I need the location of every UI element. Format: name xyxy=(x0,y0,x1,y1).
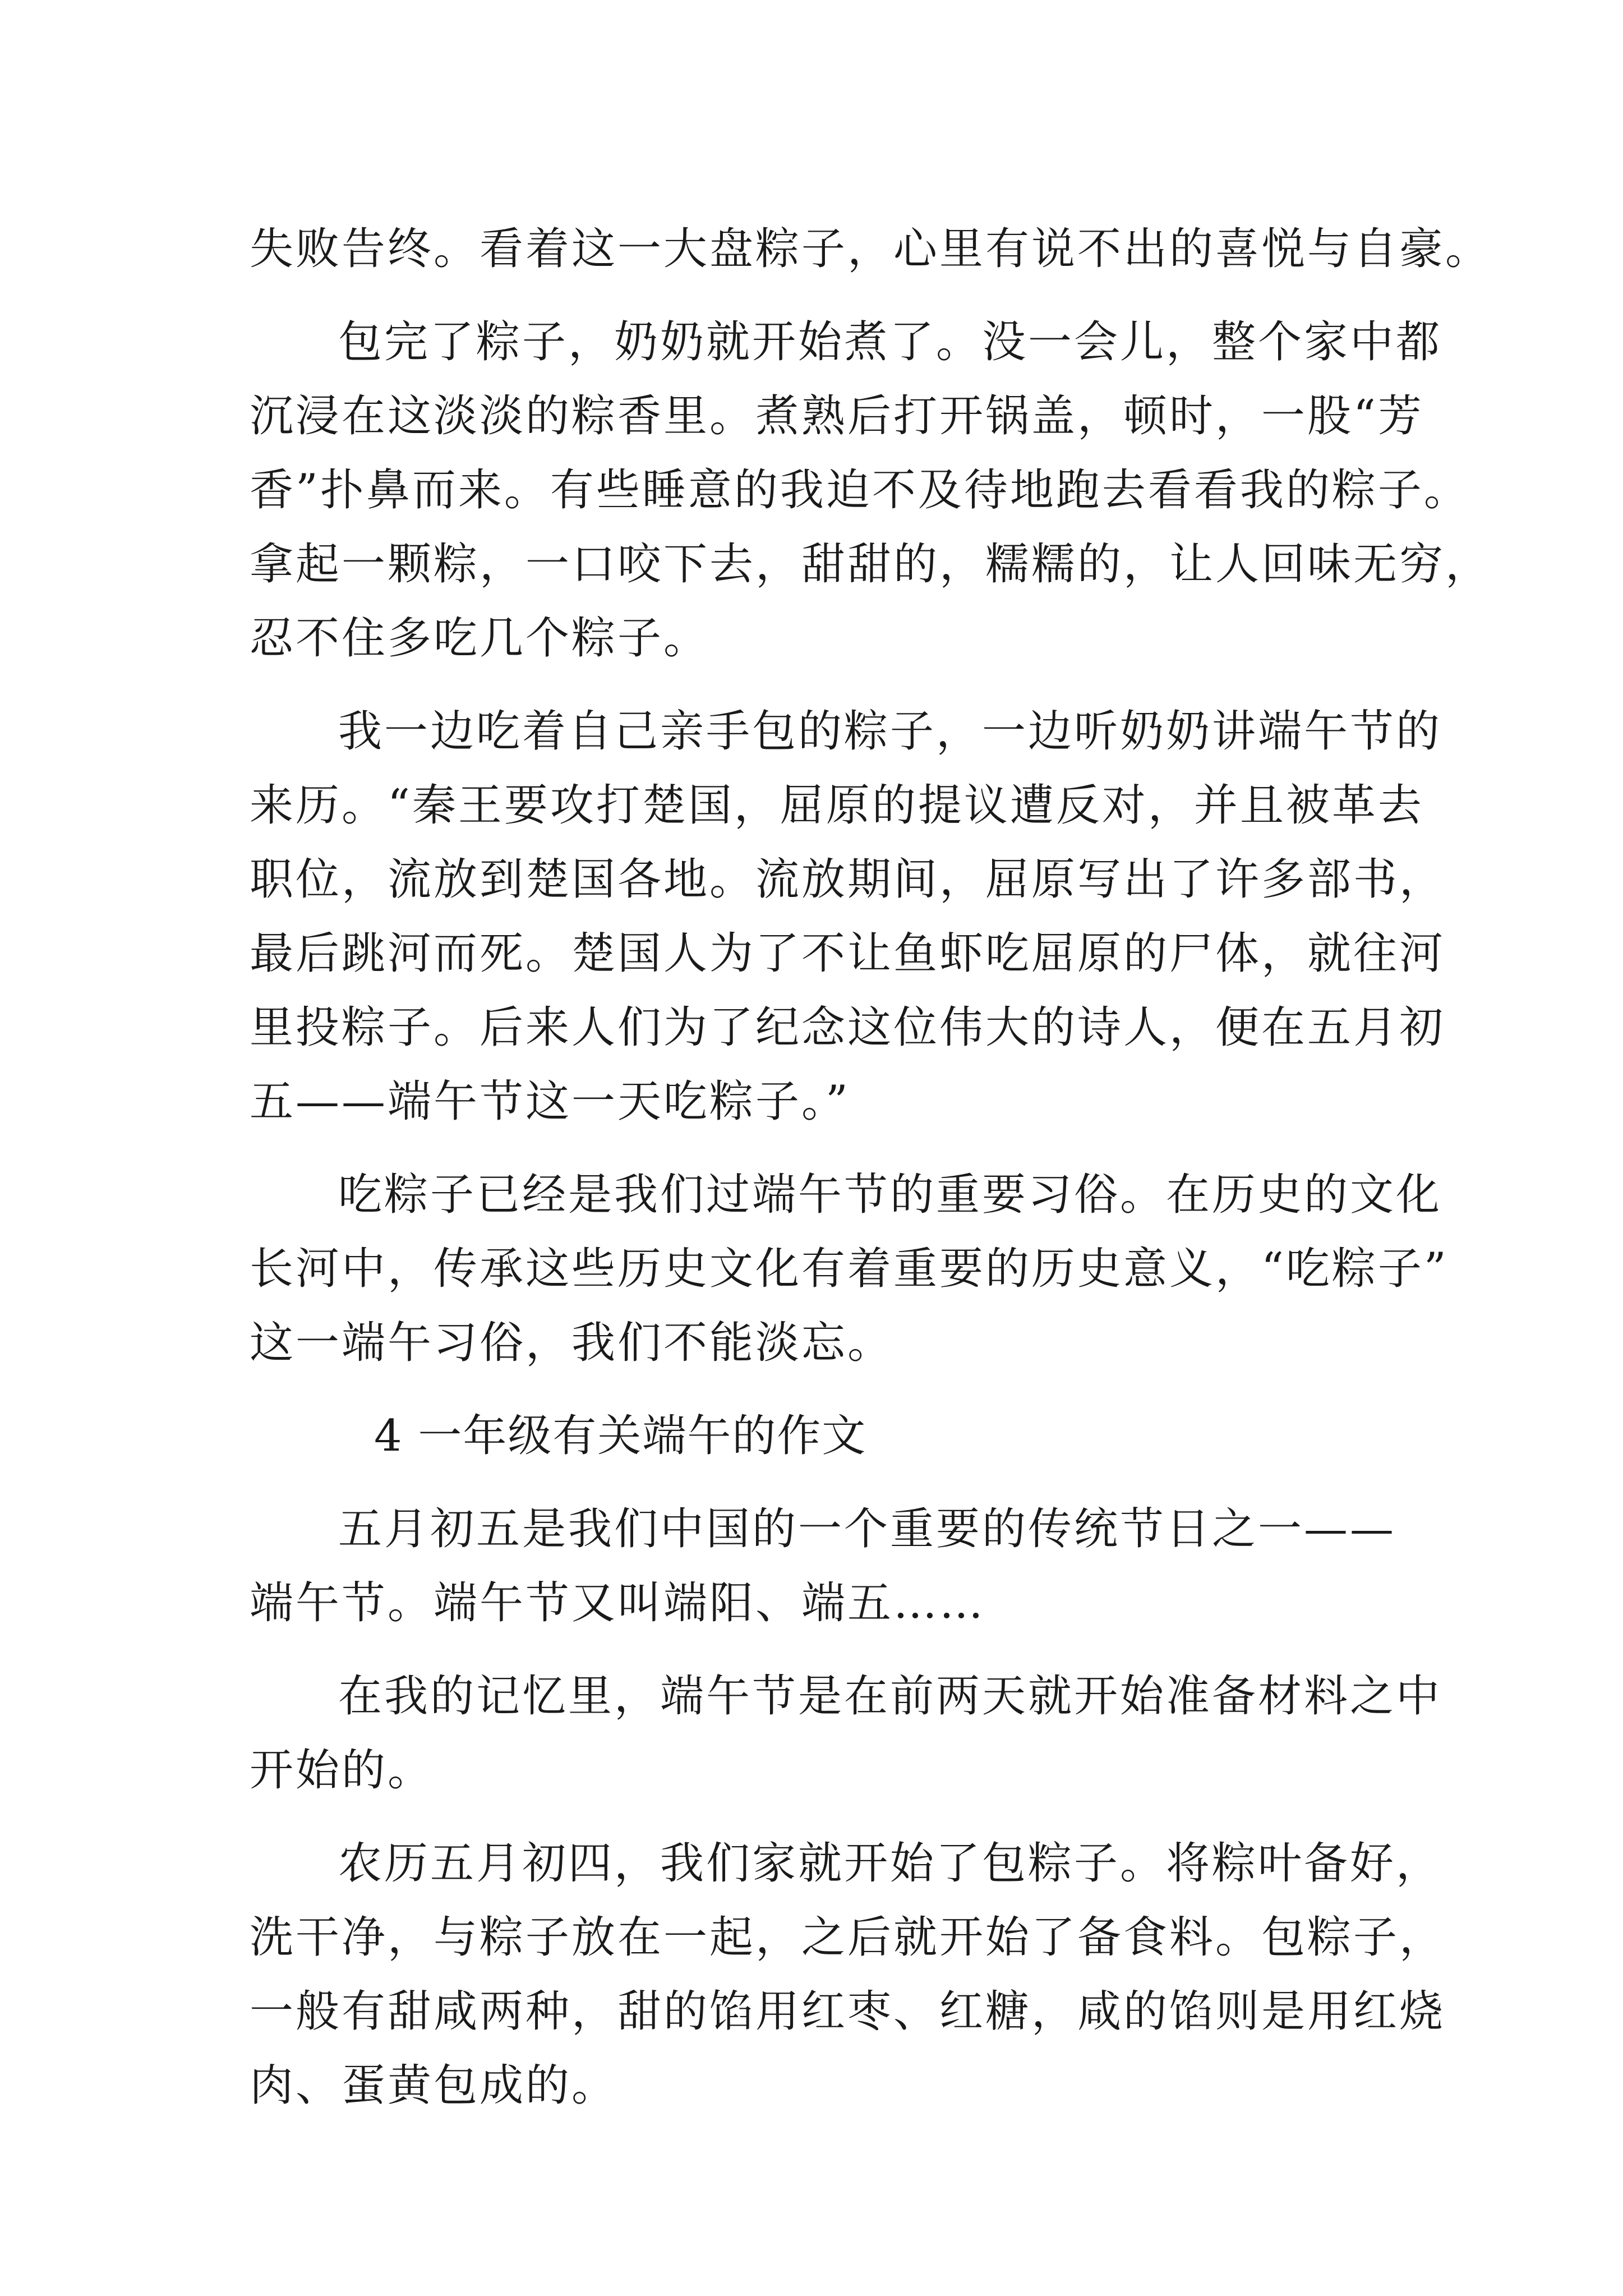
paragraph-first-line: 五月初五是我们中国的一个重要的传统节日之一—— xyxy=(338,1504,1396,1554)
text-line: 肉、蛋黄包成的。 xyxy=(250,2060,618,2111)
text-line: 失败告终。看着这一大盘粽子，心里有说不出的喜悦与自豪。 xyxy=(250,224,1492,274)
text-line: 来历。“秦王要攻打楚国，屈原的提议遭反对，并且被革去 xyxy=(250,780,1424,831)
document-page xyxy=(250,212,1492,2123)
text-line: 拿起一颗粽，一口咬下去，甜甜的，糯糯的，让人回味无穷， xyxy=(250,539,1492,590)
text-line: 职位，流放到楚国各地。流放期间，屈原写出了许多部书， xyxy=(250,854,1446,905)
section-heading: 4 一年级有关端午的作文 xyxy=(374,1411,867,1461)
text-line: 香”扑鼻而来。有些睡意的我迫不及待地跑去看看我的粽子。 xyxy=(250,465,1470,516)
text-line: 忍不住多吃几个粽子。 xyxy=(250,613,710,664)
paragraph-first-line: 吃粽子已经是我们过端午节的重要习俗。在历史的文化 xyxy=(338,1170,1442,1220)
paragraph-first-line: 农历五月初四，我们家就开始了包粽子。将粽叶备好， xyxy=(338,1838,1442,1889)
text-line: 里投粽子。后来人们为了纪念这位伟大的诗人，便在五月初 xyxy=(250,1002,1446,1053)
text-line: 沉浸在这淡淡的粽香里。煮熟后打开锅盖，顿时，一股“芳 xyxy=(250,391,1424,441)
paragraph-first-line: 在我的记忆里，端午节是在前两天就开始准备材料之中 xyxy=(338,1671,1442,1722)
paragraph-first-line: 包完了粽子，奶奶就开始煮了。没一会儿，整个家中都 xyxy=(338,317,1442,367)
text-line: 开始的。 xyxy=(250,1745,434,1796)
text-line: 洗干净，与粽子放在一起，之后就开始了备食料。包粽子， xyxy=(250,1912,1446,1963)
text-line: 端午节。端午节又叫端阳、端五…… xyxy=(250,1578,986,1628)
text-line: 一般有甜咸两种，甜的馅用红枣、红糖，咸的馅则是用红烧 xyxy=(250,1986,1446,2037)
text-line: 五——端午节这一天吃粽子。” xyxy=(250,1076,850,1127)
text-line: 最后跳河而死。楚国人为了不让鱼虾吃屈原的尸体，就往河 xyxy=(250,928,1446,979)
text-line: 长河中，传承这些历史文化有着重要的历史意义，“吃粽子” xyxy=(250,1244,1449,1294)
text-line: 这一端午习俗，我们不能淡忘。 xyxy=(250,1318,894,1368)
paragraph-first-line: 我一边吃着自己亲手包的粽子，一边听奶奶讲端午节的 xyxy=(338,706,1442,757)
